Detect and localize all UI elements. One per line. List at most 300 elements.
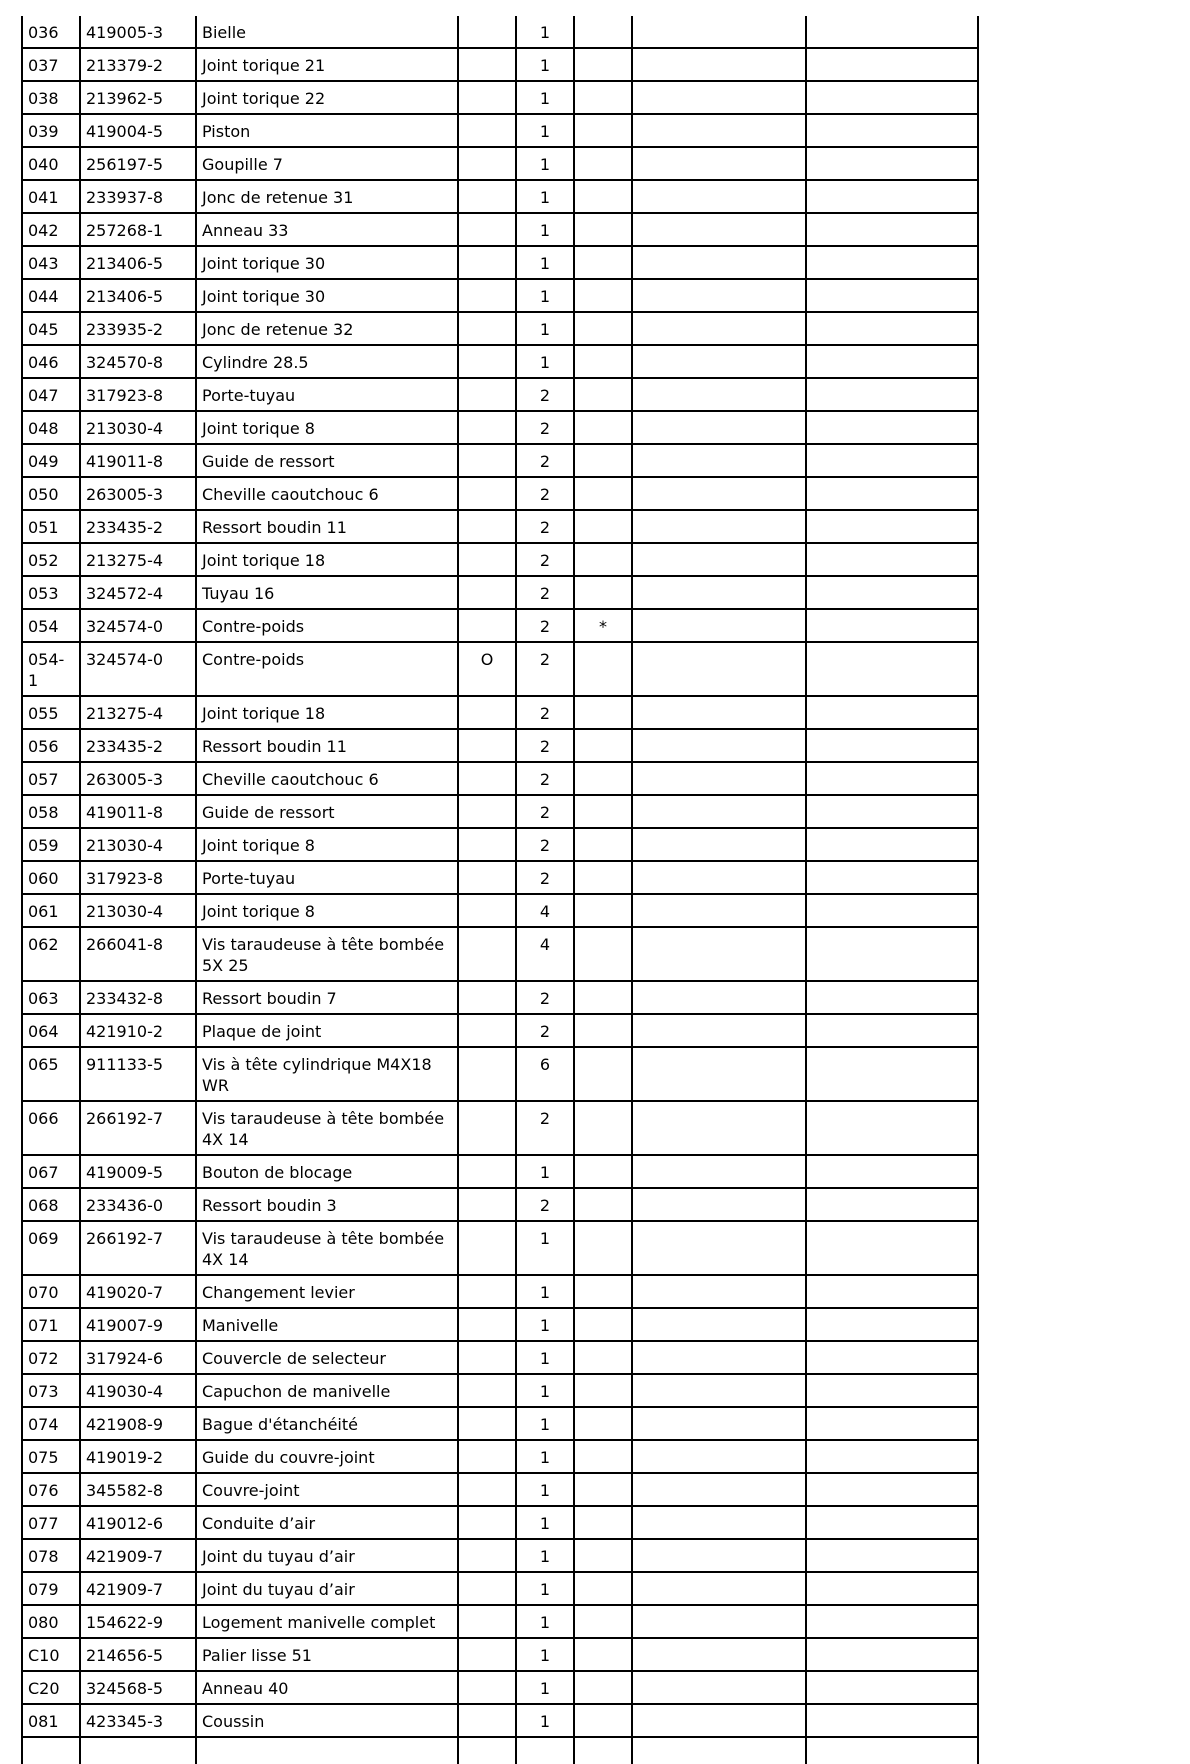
part-reference-cell: 421909-7: [80, 1572, 196, 1605]
part-reference-cell: 263005-3: [80, 762, 196, 795]
note-cell: [574, 213, 632, 246]
part-description-cell: Joint torique 21: [196, 48, 458, 81]
empty-cell: [632, 1704, 806, 1737]
item-number-cell: 071: [22, 1308, 80, 1341]
empty-cell: [806, 609, 978, 642]
empty-cell: [632, 246, 806, 279]
part-reference-cell: 324570-8: [80, 345, 196, 378]
part-reference-cell: 213030-4: [80, 411, 196, 444]
note-cell: [574, 1101, 632, 1155]
part-description-cell: Couvre-joint: [196, 1473, 458, 1506]
option-cell: [458, 1605, 516, 1638]
item-number-cell: 039: [22, 114, 80, 147]
option-cell: [458, 1221, 516, 1275]
empty-cell: [632, 48, 806, 81]
item-number-cell: 081: [22, 1704, 80, 1737]
option-cell: [458, 729, 516, 762]
note-cell: [574, 1539, 632, 1572]
part-description-cell: Vis taraudeuse à tête bombée 4X 14: [196, 1221, 458, 1275]
option-cell: [458, 345, 516, 378]
empty-cell: [806, 576, 978, 609]
part-description-cell: Goupille 7: [196, 147, 458, 180]
part-reference-cell: 421909-7: [80, 1539, 196, 1572]
table-row: [22, 246, 978, 279]
quantity-cell: 1: [516, 1539, 574, 1572]
option-cell: [458, 1473, 516, 1506]
note-cell: [574, 1671, 632, 1704]
note-cell: [574, 1341, 632, 1374]
option-cell: [458, 81, 516, 114]
option-cell: [458, 1671, 516, 1704]
quantity-cell: 1: [516, 1221, 574, 1275]
empty-cell: [806, 1473, 978, 1506]
empty-cell: [632, 1671, 806, 1704]
option-cell: [458, 147, 516, 180]
part-description-cell: Ressort boudin 11: [196, 729, 458, 762]
empty-cell: [806, 543, 978, 576]
option-cell: [458, 762, 516, 795]
part-description-cell: Porte-tuyau: [196, 378, 458, 411]
table-row: [22, 1407, 978, 1440]
item-number-cell: 063: [22, 981, 80, 1014]
empty-cell: [632, 81, 806, 114]
note-cell: [574, 345, 632, 378]
part-reference-cell: 419011-8: [80, 444, 196, 477]
option-cell: [458, 894, 516, 927]
part-description-cell: Bielle: [196, 16, 458, 48]
note-cell: [574, 1374, 632, 1407]
part-description-cell: Anneau 33: [196, 213, 458, 246]
quantity-cell: [516, 1737, 574, 1764]
note-cell: [574, 1308, 632, 1341]
part-reference-cell: 345582-8: [80, 1473, 196, 1506]
part-reference-cell: 266192-7: [80, 1221, 196, 1275]
item-number-cell: C20: [22, 1671, 80, 1704]
note-cell: [574, 729, 632, 762]
parts-table-body: [22, 16, 978, 1764]
table-row: [22, 1014, 978, 1047]
note-cell: *: [574, 609, 632, 642]
part-reference-cell: 257268-1: [80, 213, 196, 246]
option-cell: [458, 861, 516, 894]
part-description-cell: Guide du couvre-joint: [196, 1440, 458, 1473]
part-reference-cell: 263005-3: [80, 477, 196, 510]
quantity-cell: 2: [516, 477, 574, 510]
option-cell: [458, 180, 516, 213]
table-row: [22, 1737, 978, 1764]
part-description-cell: Guide de ressort: [196, 444, 458, 477]
quantity-cell: 1: [516, 1341, 574, 1374]
quantity-cell: 2: [516, 543, 574, 576]
part-reference-cell: 213275-4: [80, 696, 196, 729]
part-description-cell: Bouton de blocage: [196, 1155, 458, 1188]
part-description-cell: Joint du tuyau d’air: [196, 1572, 458, 1605]
item-number-cell: 043: [22, 246, 80, 279]
table-row: [22, 180, 978, 213]
part-reference-cell: 419009-5: [80, 1155, 196, 1188]
item-number-cell: 038: [22, 81, 80, 114]
part-reference-cell: 213406-5: [80, 246, 196, 279]
quantity-cell: 1: [516, 213, 574, 246]
item-number-cell: 050: [22, 477, 80, 510]
part-reference-cell: 911133-5: [80, 1047, 196, 1101]
quantity-cell: 2: [516, 762, 574, 795]
part-description-cell: Joint torique 8: [196, 894, 458, 927]
option-cell: [458, 1275, 516, 1308]
item-number-cell: 046: [22, 345, 80, 378]
quantity-cell: 1: [516, 147, 574, 180]
option-cell: [458, 1638, 516, 1671]
item-number-cell: 036: [22, 16, 80, 48]
empty-cell: [632, 16, 806, 48]
note-cell: [574, 828, 632, 861]
part-reference-cell: 421910-2: [80, 1014, 196, 1047]
empty-cell: [806, 246, 978, 279]
part-description-cell: Bague d'étanchéité: [196, 1407, 458, 1440]
option-cell: [458, 279, 516, 312]
part-reference-cell: 213379-2: [80, 48, 196, 81]
empty-cell: [632, 1188, 806, 1221]
item-number-cell: 062: [22, 927, 80, 981]
item-number-cell: 076: [22, 1473, 80, 1506]
part-description-cell: Palier lisse 51: [196, 1638, 458, 1671]
empty-cell: [806, 1407, 978, 1440]
empty-cell: [632, 1308, 806, 1341]
table-row: [22, 762, 978, 795]
quantity-cell: 2: [516, 609, 574, 642]
option-cell: [458, 1737, 516, 1764]
empty-cell: [632, 1737, 806, 1764]
part-reference-cell: 419011-8: [80, 795, 196, 828]
empty-cell: [806, 1188, 978, 1221]
quantity-cell: 2: [516, 828, 574, 861]
quantity-cell: 2: [516, 378, 574, 411]
note-cell: [574, 1638, 632, 1671]
empty-cell: [806, 729, 978, 762]
part-description-cell: Coussin: [196, 1704, 458, 1737]
part-reference-cell: 317923-8: [80, 378, 196, 411]
option-cell: [458, 576, 516, 609]
quantity-cell: 2: [516, 642, 574, 696]
item-number-cell: 042: [22, 213, 80, 246]
part-description-cell: Jonc de retenue 32: [196, 312, 458, 345]
part-description-cell: [196, 1737, 458, 1764]
part-reference-cell: [80, 1737, 196, 1764]
part-reference-cell: 233435-2: [80, 729, 196, 762]
table-row: [22, 861, 978, 894]
table-row: [22, 894, 978, 927]
part-description-cell: Couvercle de selecteur: [196, 1341, 458, 1374]
option-cell: [458, 1572, 516, 1605]
part-description-cell: Joint torique 18: [196, 696, 458, 729]
part-reference-cell: 317923-8: [80, 861, 196, 894]
empty-cell: [806, 1506, 978, 1539]
empty-cell: [806, 16, 978, 48]
part-reference-cell: 419012-6: [80, 1506, 196, 1539]
option-cell: [458, 1440, 516, 1473]
table-row: [22, 576, 978, 609]
option-cell: [458, 1506, 516, 1539]
empty-cell: [632, 444, 806, 477]
quantity-cell: 2: [516, 1014, 574, 1047]
item-number-cell: 058: [22, 795, 80, 828]
empty-cell: [806, 48, 978, 81]
empty-cell: [632, 1572, 806, 1605]
empty-cell: [632, 510, 806, 543]
quantity-cell: 1: [516, 180, 574, 213]
note-cell: [574, 16, 632, 48]
empty-cell: [806, 1341, 978, 1374]
quantity-cell: 1: [516, 246, 574, 279]
table-row: [22, 642, 978, 696]
empty-cell: [632, 1407, 806, 1440]
quantity-cell: 2: [516, 1188, 574, 1221]
item-number-cell: 059: [22, 828, 80, 861]
empty-cell: [806, 411, 978, 444]
empty-cell: [806, 1539, 978, 1572]
table-row: [22, 1188, 978, 1221]
part-description-cell: Joint torique 22: [196, 81, 458, 114]
quantity-cell: 1: [516, 1572, 574, 1605]
quantity-cell: 2: [516, 861, 574, 894]
item-number-cell: 041: [22, 180, 80, 213]
note-cell: [574, 1440, 632, 1473]
table-row: [22, 81, 978, 114]
quantity-cell: 1: [516, 16, 574, 48]
item-number-cell: 055: [22, 696, 80, 729]
part-reference-cell: 419005-3: [80, 16, 196, 48]
part-reference-cell: 421908-9: [80, 1407, 196, 1440]
quantity-cell: 1: [516, 1605, 574, 1638]
option-cell: [458, 1374, 516, 1407]
note-cell: [574, 246, 632, 279]
note-cell: [574, 543, 632, 576]
item-number-cell: 060: [22, 861, 80, 894]
part-reference-cell: 233432-8: [80, 981, 196, 1014]
part-reference-cell: 324568-5: [80, 1671, 196, 1704]
note-cell: [574, 1188, 632, 1221]
empty-cell: [806, 1221, 978, 1275]
empty-cell: [806, 1047, 978, 1101]
quantity-cell: 1: [516, 1275, 574, 1308]
table-row: [22, 444, 978, 477]
empty-cell: [806, 1671, 978, 1704]
empty-cell: [806, 147, 978, 180]
quantity-cell: 1: [516, 1506, 574, 1539]
item-number-cell: 072: [22, 1341, 80, 1374]
empty-cell: [806, 927, 978, 981]
empty-cell: [806, 180, 978, 213]
note-cell: [574, 1155, 632, 1188]
item-number-cell: 066: [22, 1101, 80, 1155]
option-cell: [458, 795, 516, 828]
part-reference-cell: 233435-2: [80, 510, 196, 543]
part-description-cell: Joint torique 18: [196, 543, 458, 576]
note-cell: [574, 510, 632, 543]
item-number-cell: [22, 1737, 80, 1764]
empty-cell: [806, 1275, 978, 1308]
part-reference-cell: 419020-7: [80, 1275, 196, 1308]
empty-cell: [632, 1473, 806, 1506]
table-row: [22, 477, 978, 510]
quantity-cell: 1: [516, 1473, 574, 1506]
item-number-cell: 047: [22, 378, 80, 411]
part-description-cell: Joint torique 30: [196, 246, 458, 279]
empty-cell: [806, 696, 978, 729]
table-row: [22, 828, 978, 861]
option-cell: [458, 981, 516, 1014]
empty-cell: [632, 1341, 806, 1374]
table-row: [22, 981, 978, 1014]
table-row: [22, 510, 978, 543]
note-cell: [574, 279, 632, 312]
note-cell: [574, 795, 632, 828]
parts-table: [21, 16, 979, 1764]
empty-cell: [632, 828, 806, 861]
note-cell: [574, 762, 632, 795]
option-cell: O: [458, 642, 516, 696]
item-number-cell: 077: [22, 1506, 80, 1539]
option-cell: [458, 1047, 516, 1101]
part-reference-cell: 266041-8: [80, 927, 196, 981]
quantity-cell: 2: [516, 411, 574, 444]
part-description-cell: Vis à tête cylindrique M4X18 WR: [196, 1047, 458, 1101]
note-cell: [574, 981, 632, 1014]
item-number-cell: 065: [22, 1047, 80, 1101]
part-description-cell: Jonc de retenue 31: [196, 180, 458, 213]
option-cell: [458, 411, 516, 444]
empty-cell: [806, 861, 978, 894]
table-row: [22, 345, 978, 378]
quantity-cell: 1: [516, 312, 574, 345]
note-cell: [574, 696, 632, 729]
part-description-cell: Tuyau 16: [196, 576, 458, 609]
part-reference-cell: 213275-4: [80, 543, 196, 576]
part-reference-cell: 419007-9: [80, 1308, 196, 1341]
quantity-cell: 1: [516, 1308, 574, 1341]
empty-cell: [632, 279, 806, 312]
empty-cell: [632, 1506, 806, 1539]
part-reference-cell: 154622-9: [80, 1605, 196, 1638]
empty-cell: [806, 762, 978, 795]
note-cell: [574, 378, 632, 411]
empty-cell: [806, 1737, 978, 1764]
note-cell: [574, 894, 632, 927]
option-cell: [458, 1407, 516, 1440]
empty-cell: [806, 312, 978, 345]
note-cell: [574, 1605, 632, 1638]
item-number-cell: 079: [22, 1572, 80, 1605]
empty-cell: [632, 642, 806, 696]
item-number-cell: 056: [22, 729, 80, 762]
item-number-cell: 078: [22, 1539, 80, 1572]
table-row: [22, 1440, 978, 1473]
empty-cell: [806, 1704, 978, 1737]
table-row: [22, 1374, 978, 1407]
empty-cell: [806, 477, 978, 510]
empty-cell: [806, 894, 978, 927]
empty-cell: [632, 1155, 806, 1188]
option-cell: [458, 378, 516, 411]
quantity-cell: 1: [516, 345, 574, 378]
part-reference-cell: 213406-5: [80, 279, 196, 312]
quantity-cell: 2: [516, 1101, 574, 1155]
table-row: [22, 795, 978, 828]
option-cell: [458, 1101, 516, 1155]
part-reference-cell: 324572-4: [80, 576, 196, 609]
item-number-cell: 044: [22, 279, 80, 312]
note-cell: [574, 1506, 632, 1539]
table-row: [22, 16, 978, 48]
item-number-cell: 068: [22, 1188, 80, 1221]
part-description-cell: Contre-poids: [196, 609, 458, 642]
empty-cell: [806, 1155, 978, 1188]
part-reference-cell: 213962-5: [80, 81, 196, 114]
note-cell: [574, 81, 632, 114]
option-cell: [458, 1188, 516, 1221]
quantity-cell: 1: [516, 48, 574, 81]
part-description-cell: Cylindre 28.5: [196, 345, 458, 378]
empty-cell: [632, 180, 806, 213]
part-description-cell: Capuchon de manivelle: [196, 1374, 458, 1407]
part-reference-cell: 324574-0: [80, 609, 196, 642]
table-row: [22, 927, 978, 981]
item-number-cell: 054-1: [22, 642, 80, 696]
table-row: [22, 1671, 978, 1704]
quantity-cell: 1: [516, 1374, 574, 1407]
quantity-cell: 2: [516, 510, 574, 543]
part-description-cell: Anneau 40: [196, 1671, 458, 1704]
part-description-cell: Manivelle: [196, 1308, 458, 1341]
empty-cell: [806, 378, 978, 411]
empty-cell: [806, 642, 978, 696]
part-description-cell: Piston: [196, 114, 458, 147]
empty-cell: [632, 1539, 806, 1572]
option-cell: [458, 1308, 516, 1341]
empty-cell: [806, 81, 978, 114]
item-number-cell: 048: [22, 411, 80, 444]
empty-cell: [806, 1572, 978, 1605]
table-row: [22, 1155, 978, 1188]
empty-cell: [806, 345, 978, 378]
table-row: [22, 1473, 978, 1506]
empty-cell: [806, 213, 978, 246]
table-row: [22, 1047, 978, 1101]
empty-cell: [806, 1638, 978, 1671]
item-number-cell: 075: [22, 1440, 80, 1473]
part-description-cell: Ressort boudin 7: [196, 981, 458, 1014]
part-reference-cell: 419019-2: [80, 1440, 196, 1473]
quantity-cell: 1: [516, 1407, 574, 1440]
item-number-cell: 073: [22, 1374, 80, 1407]
empty-cell: [632, 1101, 806, 1155]
quantity-cell: 1: [516, 1155, 574, 1188]
part-description-cell: Vis taraudeuse à tête bombée 4X 14: [196, 1101, 458, 1155]
note-cell: [574, 180, 632, 213]
table-row: [22, 147, 978, 180]
note-cell: [574, 1221, 632, 1275]
table-row: [22, 543, 978, 576]
note-cell: [574, 927, 632, 981]
table-row: [22, 48, 978, 81]
empty-cell: [632, 927, 806, 981]
part-description-cell: Joint torique 30: [196, 279, 458, 312]
note-cell: [574, 642, 632, 696]
option-cell: [458, 1341, 516, 1374]
table-row: [22, 411, 978, 444]
option-cell: [458, 609, 516, 642]
empty-cell: [806, 795, 978, 828]
